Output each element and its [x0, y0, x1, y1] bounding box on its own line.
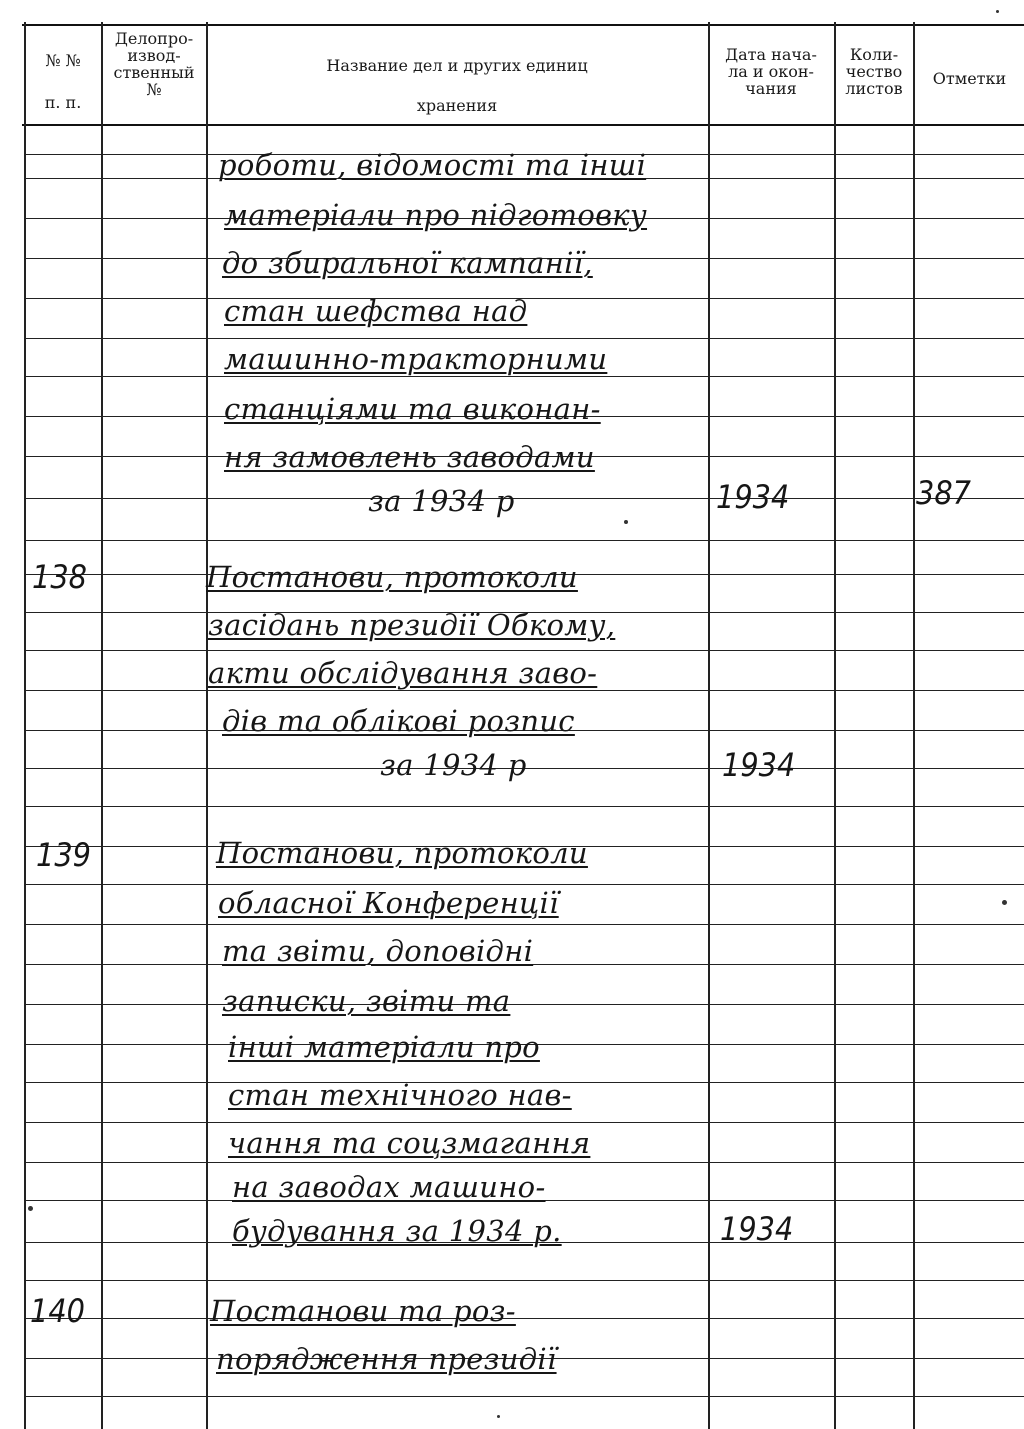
title-line-year: за 1934 р: [368, 484, 515, 518]
title-line: будування за 1934 р.: [232, 1214, 562, 1248]
ruled-line: [26, 1280, 1024, 1281]
sheet-count: 387: [916, 474, 971, 512]
left-border: [24, 22, 26, 1429]
ruled-line: [26, 338, 1024, 339]
title-line: обласної Конференції: [218, 886, 559, 920]
ruled-line: [26, 650, 1024, 651]
title-line: інші матеріали про: [228, 1030, 540, 1064]
entry-number: 138: [32, 558, 87, 596]
title-line: Постанови, протоколи: [216, 836, 588, 870]
paper-speck: [624, 520, 628, 524]
title-line: записки, звіти та: [222, 984, 511, 1018]
ruled-line: [26, 376, 1024, 377]
title-line: Постанови, протоколи: [206, 560, 578, 594]
title-line: ня замовлень заводами: [224, 440, 595, 474]
ruled-line: [26, 1318, 1024, 1319]
paper-speck: [497, 1415, 500, 1418]
ruled-line: [26, 1122, 1024, 1123]
ruled-line: [26, 1162, 1024, 1163]
paper-speck: [996, 10, 999, 13]
entry-number: 140: [30, 1292, 85, 1330]
title-line: Постанови та роз-: [210, 1294, 516, 1328]
paper-speck: [1002, 900, 1007, 905]
title-line: стан шефства над: [224, 294, 528, 328]
ruled-line: [26, 498, 1024, 499]
title-line: стан технічного нав-: [228, 1078, 572, 1112]
header-sheets: Коли- чество листов: [845, 45, 903, 98]
title-line: порядження президії: [216, 1342, 557, 1376]
header-office-number: Делопро- извод- ственный №: [113, 29, 195, 99]
ruled-line: [26, 924, 1024, 925]
header-title: Название дел и других единиц хранения: [326, 56, 588, 115]
ruled-line: [26, 884, 1024, 885]
title-line: та звіти, доповідні: [222, 934, 534, 968]
col-divider-2: [206, 22, 208, 1429]
paper-speck: [28, 1206, 33, 1211]
title-line: матеріали про підготовку: [224, 198, 648, 232]
header-notes: Отметки: [932, 69, 1007, 88]
col-divider-5: [913, 22, 915, 1429]
title-line: машинно-тракторними: [224, 342, 608, 376]
ruled-line: [26, 690, 1024, 691]
date-range: 1934: [716, 478, 790, 516]
date-range: 1934: [720, 1210, 794, 1248]
title-line: на заводах машино-: [232, 1170, 546, 1204]
title-line: до збиральної кампанії,: [222, 246, 593, 280]
col-divider-3: [708, 22, 710, 1429]
col-divider-1: [101, 22, 103, 1429]
col-divider-4: [834, 22, 836, 1429]
date-range: 1934: [722, 746, 796, 784]
top-border: [22, 24, 1024, 26]
title-line: станціями та виконан-: [224, 392, 601, 426]
header-dates: Дата нача- ла и окон- чания: [725, 45, 817, 98]
title-line: чання та соцзмагання: [228, 1126, 591, 1160]
ruled-line: [26, 540, 1024, 541]
ruled-line: [26, 1396, 1024, 1397]
title-line: акти обслідування заво-: [208, 656, 598, 690]
entry-number: 139: [36, 836, 91, 874]
title-line: дів та облікові розпис: [222, 704, 575, 738]
title-line: роботи, відомості та інші: [218, 148, 647, 182]
title-line: засідань президії Обкому,: [208, 608, 616, 642]
ruled-line: [26, 806, 1024, 807]
title-line-year: за 1934 р: [380, 748, 527, 782]
ruled-line: [26, 1004, 1024, 1005]
header-number: № № п. п.: [44, 51, 82, 112]
